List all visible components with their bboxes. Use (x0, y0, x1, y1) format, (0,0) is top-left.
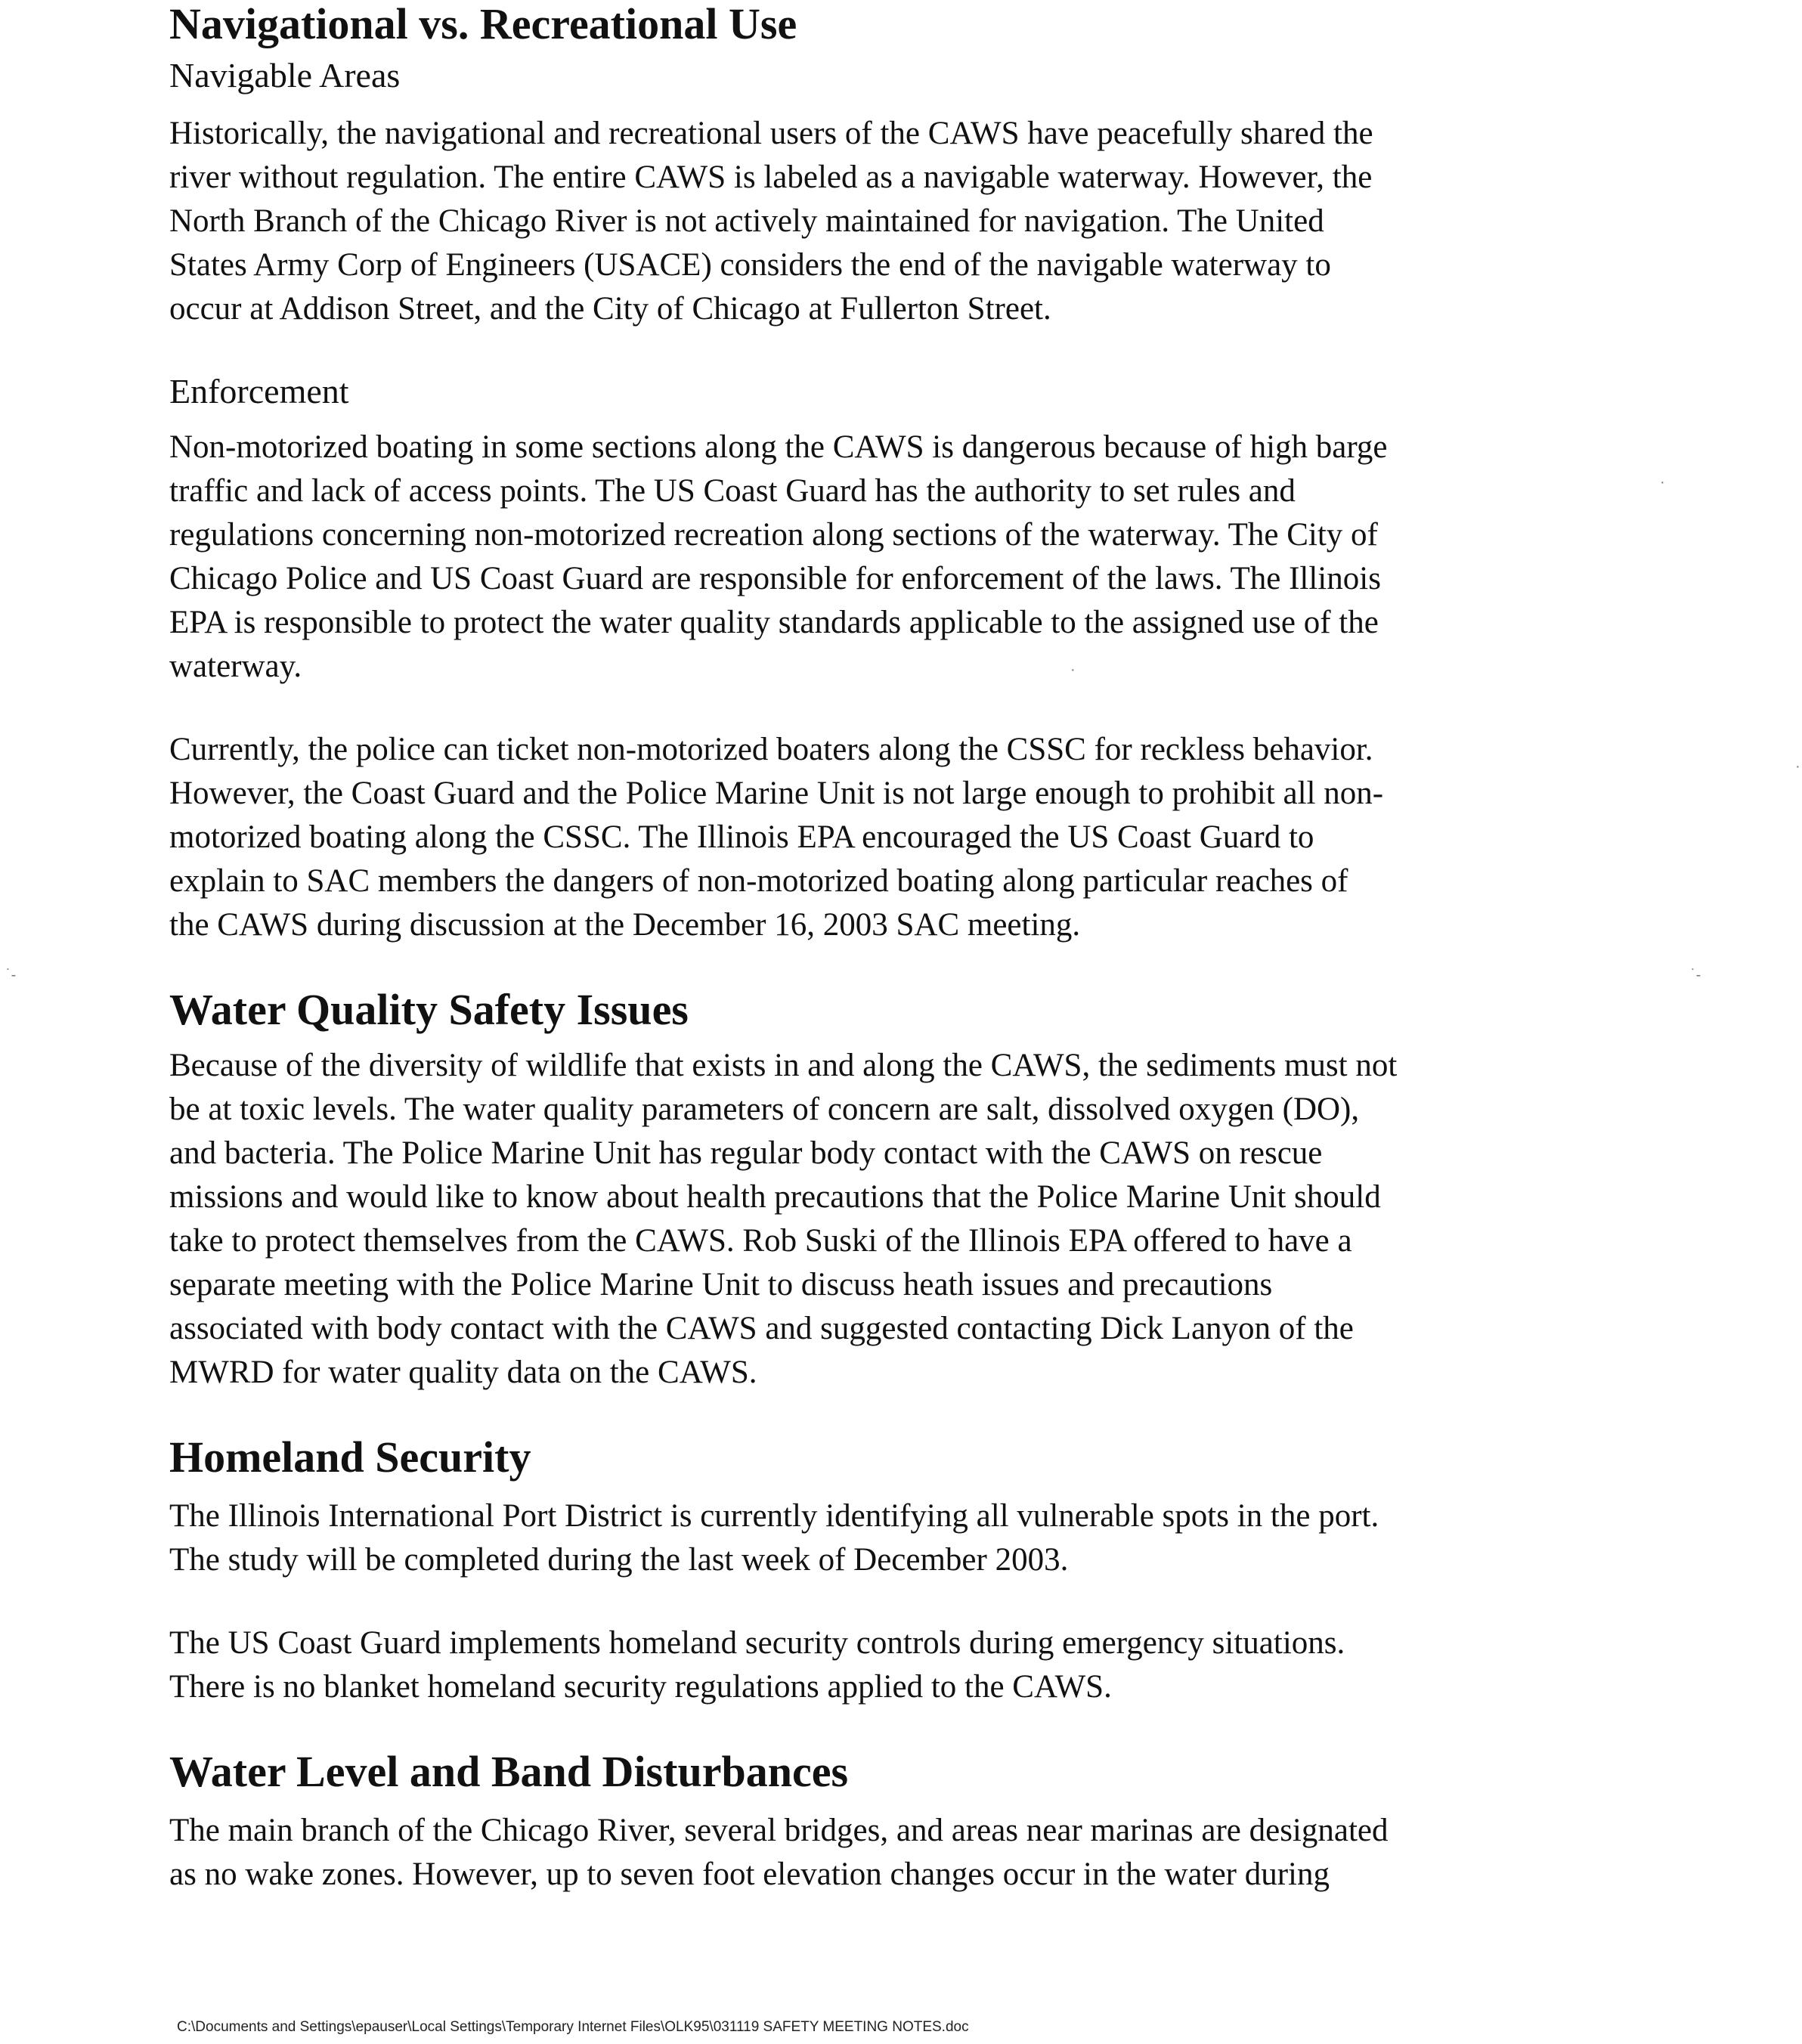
text-line: and bacteria. The Police Marine Unit has regular body contact with the CAWS on rescue (169, 1135, 1323, 1171)
section-heading-navigational: Navigational vs. Recreational Use (169, 0, 797, 48)
text-line: Chicago Police and US Coast Guard are responsible for enforcement of the laws. The Illinois (169, 561, 1381, 596)
text-line: Historically, the navigational and recreational users of the CAWS have peacefully shared the (169, 116, 1373, 151)
text-line: river without regulation. The entire CAWS is labeled as a navigable waterway. However, the (169, 159, 1373, 195)
scan-speck: · (1660, 474, 1665, 491)
subheading-enforcement: Enforcement (169, 372, 349, 410)
scan-speck: ˙- (6, 967, 17, 983)
text-line: regulations concerning non-motorized recreation along sections of the waterway. The City of (169, 517, 1378, 553)
text-line: associated with body contact with the CAWS and suggested contacting Dick Lanyon of the (169, 1311, 1354, 1346)
text-line: The main branch of the Chicago River, several bridges, and areas near marinas are designated (169, 1813, 1389, 1848)
text-line: The study will be completed during the last week of December 2003. (169, 1542, 1069, 1578)
subheading-navigable-areas: Navigable Areas (169, 56, 401, 94)
text-line: motorized boating along the CSSC. The Illinois EPA encouraged the US Coast Guard to (169, 819, 1314, 855)
footer-file-path: C:\Documents and Settings\epauser\Local Settings\Temporary Internet Files\OLK95\031119 SAFETY MEETING NOTES.doc (177, 2019, 969, 2035)
paragraph-homeland-security-1 (169, 1494, 1605, 1582)
text-line: Currently, the police can ticket non-motorized boaters along the CSSC for reckless behavior. (169, 732, 1373, 767)
text-line: Because of the diversity of wildlife that exists in and along the CAWS, the sediments must not (169, 1048, 1398, 1083)
paragraph-water-quality (169, 1044, 1605, 1395)
text-line: EPA is responsible to protect the water quality standards applicable to the assigned use of the (169, 605, 1379, 640)
text-line: States Army Corp of Engineers (USACE) considers the end of the navigable waterway to (169, 247, 1331, 283)
text-line: as no wake zones. However, up to seven foot elevation changes occur in the water during (169, 1857, 1330, 1892)
text-line: explain to SAC members the dangers of non-motorized boating along particular reaches of (169, 863, 1348, 899)
paragraph-homeland-security-2 (169, 1621, 1605, 1709)
text-line: However, the Coast Guard and the Police Marine Unit is not large enough to prohibit all non- (169, 776, 1384, 811)
section-heading-water-level: Water Level and Band Disturbances (169, 1747, 849, 1796)
text-line: the CAWS during discussion at the December 16, 2003 SAC meeting. (169, 907, 1081, 943)
text-line: Non-motorized boating in some sections along the CAWS is dangerous because of high barge (169, 429, 1388, 465)
text-line: North Branch of the Chicago River is not actively maintained for navigation. The United (169, 203, 1324, 239)
text-line: separate meeting with the Police Marine Unit to discuss heath issues and precautions (169, 1267, 1273, 1302)
text-line: missions and would like to know about health precautions that the Police Marine Unit should (169, 1179, 1381, 1215)
text-line: take to protect themselves from the CAWS. Rob Suski of the Illinois EPA offered to have a (169, 1223, 1352, 1259)
section-heading-water-quality: Water Quality Safety Issues (169, 985, 689, 1034)
scan-speck: · (1070, 661, 1076, 678)
text-line: MWRD for water quality data on the CAWS. (169, 1355, 757, 1390)
text-line: The Illinois International Port District is currently identifying all vulnerable spots in the port. (169, 1498, 1379, 1534)
text-line: The US Coast Guard implements homeland security controls during emergency situations. (169, 1625, 1345, 1661)
text-line: traffic and lack of access points. The US Coast Guard has the authority to set rules and (169, 473, 1296, 509)
scan-speck: ˙- (1691, 967, 1701, 983)
paragraph-enforcement-2 (169, 728, 1605, 947)
scan-speck: · (1795, 758, 1800, 775)
text-line: be at toxic levels. The water quality parameters of concern are salt, dissolved oxygen (DO), (169, 1092, 1360, 1127)
text-line: waterway. (169, 649, 302, 684)
text-line: occur at Addison Street, and the City of Chicago at Fullerton Street. (169, 291, 1051, 327)
section-heading-homeland-security: Homeland Security (169, 1432, 531, 1482)
paragraph-enforcement-1 (169, 426, 1605, 689)
paragraph-navigable-areas (169, 112, 1605, 331)
paragraph-water-level (169, 1809, 1605, 1897)
text-line: There is no blanket homeland security regulations applied to the CAWS. (169, 1669, 1112, 1705)
